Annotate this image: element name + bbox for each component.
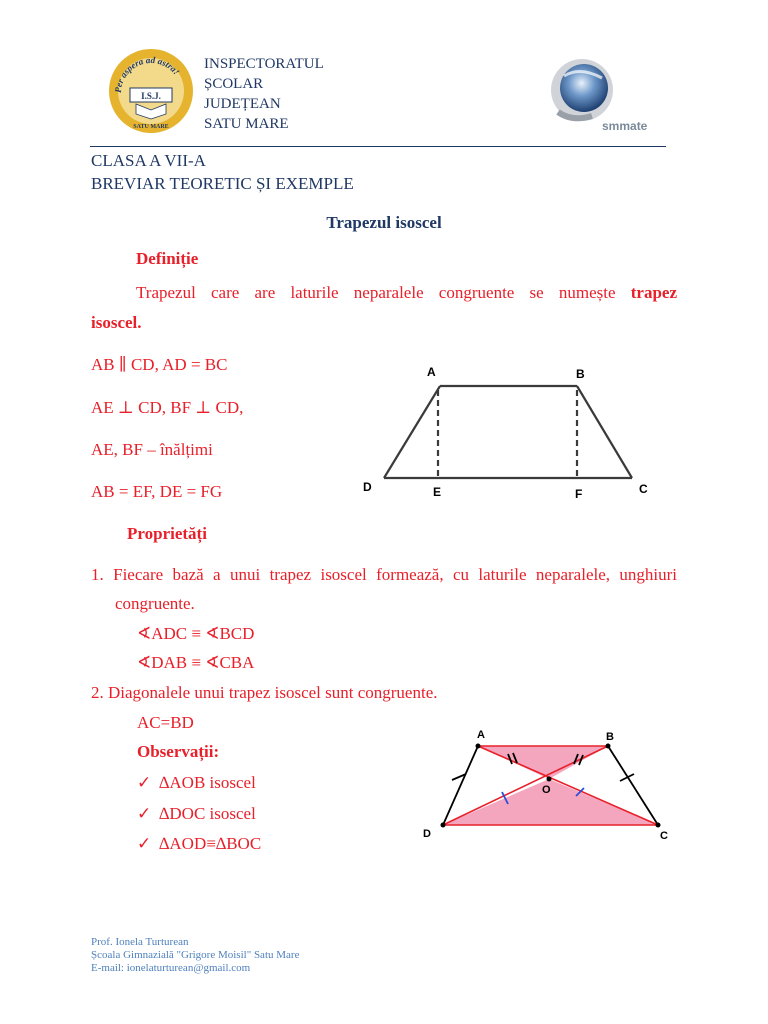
definition-term-part1: trapez xyxy=(630,283,677,302)
side-da xyxy=(384,386,440,478)
label-b: B xyxy=(606,731,614,743)
observation-2: ✓ ∆DOC isoscel xyxy=(137,804,256,823)
fact-perpendicular: AE ⊥ CD, BF ⊥ CD, xyxy=(91,398,244,417)
definition-text: Trapezul care are laturile neparalele congruente se numește xyxy=(136,283,631,302)
label-c: C xyxy=(660,830,668,842)
definition-term-part2: isoscel. xyxy=(91,313,142,332)
smmate-logo-text: smmate xyxy=(602,119,648,133)
label-a: A xyxy=(477,729,485,741)
label-d: D xyxy=(423,828,431,840)
properties-heading: Proprietăți xyxy=(127,524,207,543)
property-2-equality: AC=BD xyxy=(137,713,194,732)
footer-school: Școala Gimnazială "Grigore Moisil" Satu Mare xyxy=(91,949,300,961)
fact-parallel: AB ∥ CD, AD = BC xyxy=(91,355,228,374)
label-d: D xyxy=(363,480,372,494)
property-1-line-1: 1. Fiecare bază a unui trapez isoscel formează, cu laturile neparalele, unghiuri xyxy=(91,565,677,584)
checkmark-icon: ✓ xyxy=(137,773,152,792)
footer xyxy=(91,936,299,975)
property-1-line-2: congruente. xyxy=(115,594,195,613)
observations-heading: Observații: xyxy=(137,742,220,761)
label-o: O xyxy=(542,784,551,796)
label-e: E xyxy=(433,485,442,499)
label-f: F xyxy=(575,487,583,501)
footer-author: Prof. Ionela Turturean xyxy=(91,936,189,948)
checkmark-icon: ✓ xyxy=(137,804,152,823)
observation-3: ✓ ∆AOD≡∆BOC xyxy=(137,834,262,853)
label-b: B xyxy=(576,367,585,381)
isj-logo xyxy=(108,48,194,134)
smmate-logo-icon xyxy=(542,56,648,136)
property-1-angle-2: ∢DAB ≡ ∢CBA xyxy=(137,653,255,672)
property-2-line-1: 2. Diagonalele unui trapez isoscel sunt congruente. xyxy=(91,683,438,702)
trapezoid-figure-diagonals xyxy=(412,726,682,848)
isj-logo-center-text: I.S.J. xyxy=(141,91,161,101)
property-1-angle-1: ∢ADC ≡ ∢BCD xyxy=(137,624,255,643)
observation-1: ✓ ∆AOB isoscel xyxy=(137,773,256,792)
breviar-line: BREVIAR TEORETIC ȘI EXEMPLE xyxy=(91,174,354,193)
checkmark-icon: ✓ xyxy=(137,834,152,853)
header-divider xyxy=(90,146,666,147)
fact-equal-segments: AB = EF, DE = FG xyxy=(91,482,223,501)
class-line: CLASA A VII-A xyxy=(91,151,206,170)
label-c: C xyxy=(639,482,648,496)
institution-name: INSPECTORATUL ȘCOLAR JUDEȚEAN SATU MARE xyxy=(204,56,324,132)
trapezoid-figure-heights xyxy=(350,360,670,505)
fact-heights: AE, BF – înălțimi xyxy=(91,440,213,459)
smmate-logo xyxy=(542,56,648,136)
side-bc xyxy=(577,386,632,478)
definition-line-1 xyxy=(136,283,677,303)
svg-text:Per aspera ad astra!: Per aspera ad astra! xyxy=(112,54,182,94)
isj-logo-icon xyxy=(108,48,194,134)
label-a: A xyxy=(427,365,436,379)
definition-heading: Definiție xyxy=(136,249,199,268)
footer-email: E-mail: ionelaturturean@gmail.com xyxy=(91,962,251,974)
page-title: Trapezul isoscel xyxy=(326,213,442,232)
isj-logo-bottom-text: SATU MARE xyxy=(133,124,169,130)
